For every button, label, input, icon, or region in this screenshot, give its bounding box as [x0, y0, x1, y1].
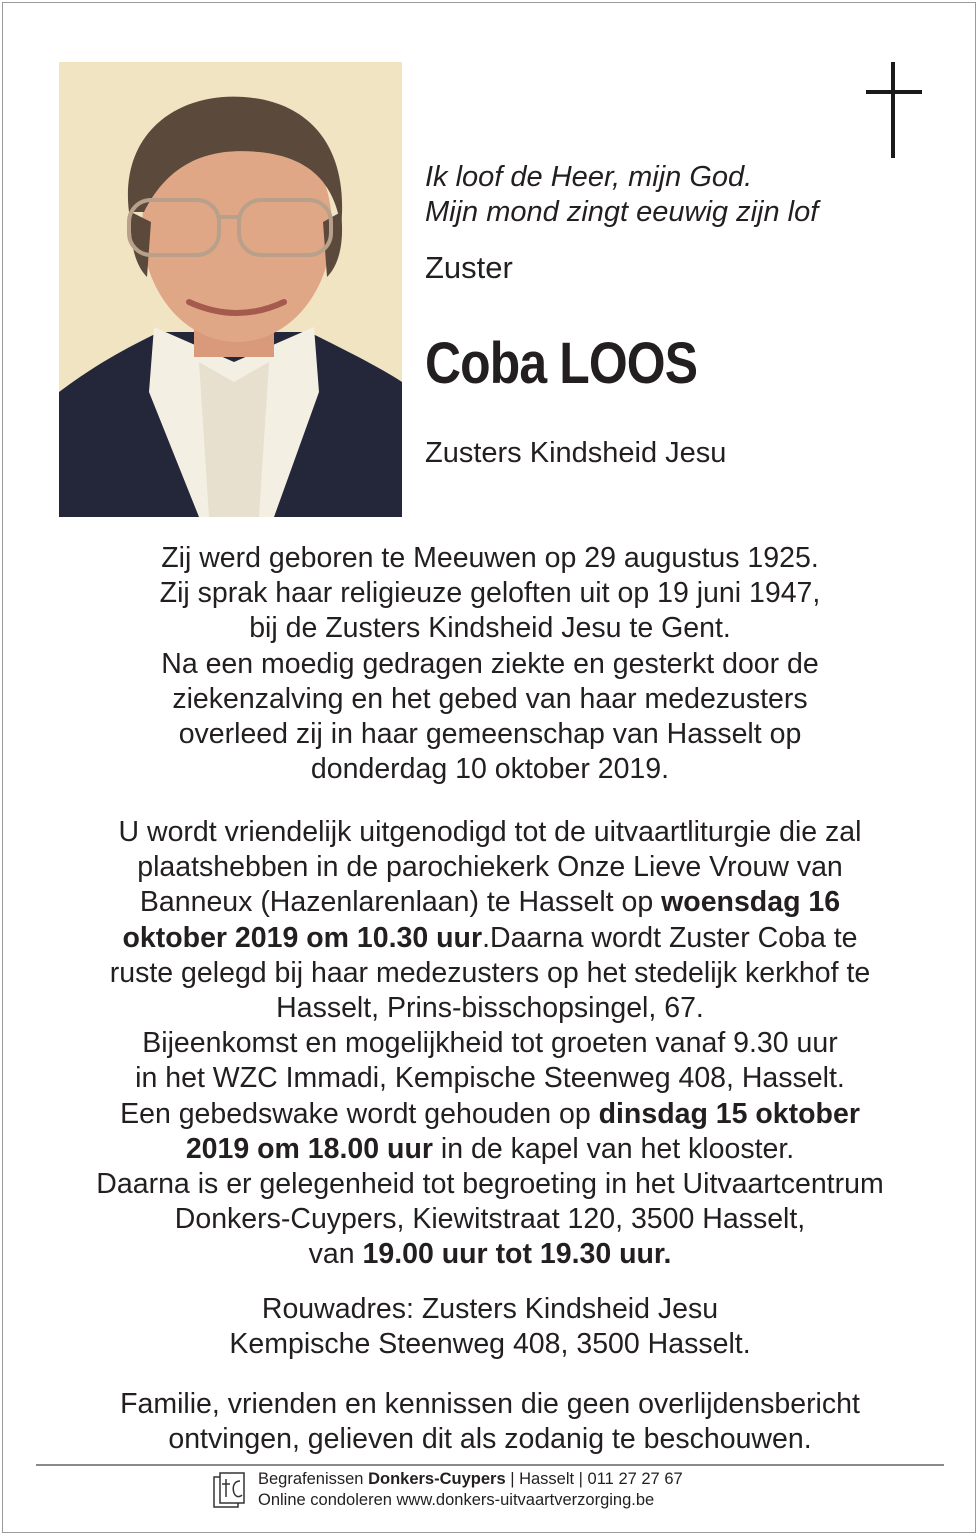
deceased-name: Coba LOOS: [425, 331, 698, 396]
mourning-address: [40, 1292, 940, 1362]
text-line: Zij sprak haar religieuze geloften uit op 19 juni 1947,: [159, 577, 821, 610]
text-line: Na een moedig gedragen ziekte en gesterkt door de: [161, 647, 819, 680]
text-line: Hasselt, Prins-bisschopsingel, 67.: [276, 992, 704, 1025]
funeral-date: woensdag 16: [661, 886, 841, 919]
text-line: Bijeenkomst en mogelijkheid tot groeten vanaf 9.30 uur: [142, 1027, 838, 1060]
text-span: Een gebedswake wordt gehouden op: [120, 1097, 599, 1130]
footer-prefix: Begrafenissen: [258, 1470, 369, 1488]
text-line: [40, 921, 940, 956]
text-line: ruste gelegd bij haar medezusters op het stedelijk kerkhof te: [109, 956, 871, 989]
footer-website[interactable]: Online condoleren www.donkers-uitvaartverzorging.be: [258, 1491, 655, 1509]
text-line: plaatshebben in de parochiekerk Onze Lieve Vrouw van: [137, 851, 843, 884]
text-line: Familie, vrienden en kennissen die geen overlijdensbericht: [120, 1388, 860, 1420]
portrait-photo: [59, 62, 402, 517]
text-line: Zij werd geboren te Meeuwen op 29 augustus 1925.: [161, 542, 819, 574]
footer-line: [258, 1469, 683, 1490]
verse-line: Mijn mond zingt eeuwig zijn lof: [425, 196, 819, 228]
text-span: van: [308, 1238, 363, 1271]
text-line: [40, 1132, 940, 1167]
congregation-name: Zusters Kindsheid Jesu: [425, 437, 727, 469]
funeral-date-time: oktober 2019 om 10.30 uur: [122, 921, 483, 954]
text-line: [40, 1237, 940, 1272]
text-line: Kempische Steenweg 408, 3500 Hasselt.: [229, 1328, 751, 1361]
title-prefix: Zuster: [425, 250, 513, 285]
biography-paragraph: [40, 541, 940, 787]
text-line: ontvingen, gelieven dit als zodanig te beschouwen.: [168, 1423, 812, 1456]
text-line: U wordt vriendelijk uitgenodigd tot de uitvaartliturgie die zal: [118, 816, 862, 848]
text-line: Daarna is er gelegenheid tot begroeting in het Uitvaartcentrum: [96, 1168, 884, 1201]
visitation-time: 19.00 uur tot 19.30 uur.: [362, 1238, 672, 1271]
funeral-home-logo: [212, 1471, 248, 1516]
footer-divider: [36, 1464, 944, 1466]
text-span: in de kapel van het klooster.: [432, 1132, 795, 1165]
company-name: Donkers-Cuypers: [368, 1470, 506, 1488]
verse-line: Ik loof de Heer, mijn God.: [425, 161, 753, 193]
text-line: [40, 885, 940, 920]
footer-contact: | Hasselt | 011 27 27 67: [505, 1470, 683, 1488]
footer-info: [258, 1469, 683, 1511]
text-line: overleed zij in haar gemeenschap van Hasselt op: [178, 718, 802, 751]
text-line: Rouwadres: Zusters Kindsheid Jesu: [261, 1293, 719, 1325]
text-line: in het WZC Immadi, Kempische Steenweg 408, Hasselt.: [135, 1062, 845, 1095]
text-line: ziekenzalving en het gebed van haar medezusters: [172, 682, 808, 715]
text-line: bij de Zusters Kindsheid Jesu te Gent.: [249, 612, 731, 645]
vigil-date-time: 2019 om 18.00 uur: [185, 1132, 433, 1165]
text-line: Donkers-Cuypers, Kiewitstraat 120, 3500 Hasselt,: [174, 1203, 806, 1236]
closing-note: [40, 1387, 940, 1457]
vigil-date: dinsdag 15 oktober: [598, 1097, 860, 1130]
text-span: Banneux (Hazenlarenlaan) te Hasselt op: [139, 886, 662, 919]
text-span: .Daarna wordt Zuster Coba te: [482, 921, 858, 954]
funeral-details-paragraph: [40, 815, 940, 1273]
latin-cross-icon: [866, 62, 922, 163]
text-line: [40, 1097, 940, 1132]
text-line: donderdag 10 oktober 2019.: [310, 753, 670, 786]
bible-verse: [425, 160, 818, 230]
